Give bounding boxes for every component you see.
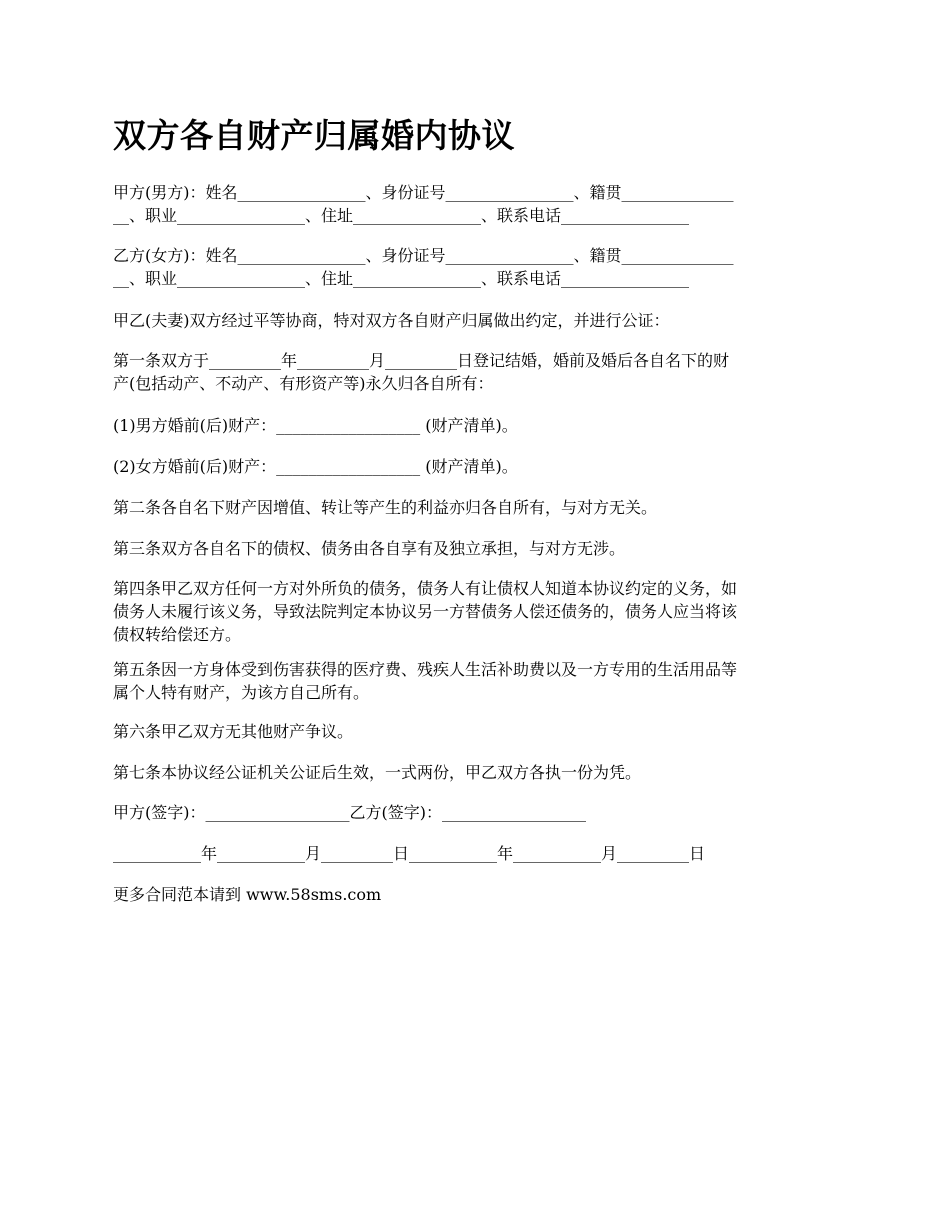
document-title: 双方各自财产归属婚内协议: [113, 116, 515, 155]
item-1-text: (1)男方婚前(后)财产：__________________ (财产清单)。: [113, 416, 518, 435]
article-7: [113, 761, 840, 784]
date-text: ___________年___________月_________日___________年___________月_________日: [113, 844, 705, 863]
article-4: [113, 577, 840, 646]
article-3-text: 第三条双方各自名下的债权、债务由各自享有及独立承担，与对方无涉。: [113, 539, 626, 558]
signature-line: [113, 801, 840, 824]
item-1: [113, 414, 840, 437]
party-a-info: [113, 181, 840, 227]
article-2-text: 第二条各自名下财产因增值、转让等产生的利益亦归各自所有，与对方无关。: [113, 498, 658, 517]
article-1: [113, 349, 840, 395]
item-2: [113, 455, 840, 478]
footer-text: 更多合同范本请到 www.58sms.com: [113, 885, 382, 904]
article-1-line-2: 产(包括动产、不动产、有形资产等)永久归各自所有：: [113, 374, 494, 393]
article-5-line-1: 第五条因一方身体受到伤害获得的医疗费、残疾人生活补助费以及一方专用的生活用品等: [113, 660, 738, 679]
article-1-line-1: 第一条双方于_________年_________月_________日登记结婚，婚前及婚后各自名下的财: [113, 351, 730, 370]
item-2-text: (2)女方婚前(后)财产：__________________ (财产清单)。: [113, 457, 518, 476]
article-6: [113, 720, 840, 743]
article-4-line-1: 第四条甲乙双方任何一方对外所负的债务，债务人有让债权人知道本协议约定的义务，如: [113, 579, 738, 598]
article-4-line-2: 债务人未履行该义务，导致法院判定本协议另一方替债务人偿还债务的，债务人应当将该: [113, 602, 738, 621]
party-b-info: [113, 244, 840, 290]
signature-text: 甲方(签字)：__________________乙方(签字)：__________________: [113, 803, 586, 822]
article-3: [113, 537, 840, 560]
article-7-text: 第七条本协议经公证机关公证后生效，一式两份，甲乙双方各执一份为凭。: [113, 763, 642, 782]
preamble-text: 甲乙(夫妻)双方经过平等协商，特对双方各自财产归属做出约定，并进行公证：: [113, 311, 670, 330]
party-b-line-1: 乙方(女方)：姓名________________、身份证号________________、籍贯______________: [113, 246, 734, 265]
article-6-text: 第六条甲乙双方无其他财产争议。: [113, 722, 354, 741]
date-line: [113, 842, 840, 865]
article-5-line-2: 属个人特有财产，为该方自己所有。: [113, 683, 370, 702]
footer-note: [113, 883, 840, 906]
article-5: [113, 658, 840, 704]
article-4-line-3: 债权转给偿还方。: [113, 625, 242, 644]
article-2: [113, 496, 840, 519]
party-b-line-2: __、职业________________、住址________________、联系电话________________: [113, 269, 690, 288]
party-a-line-2: __、职业________________、住址________________、联系电话________________: [113, 206, 690, 225]
preamble: [113, 309, 840, 332]
party-a-line-1: 甲方(男方)：姓名________________、身份证号________________、籍贯______________: [113, 183, 734, 202]
